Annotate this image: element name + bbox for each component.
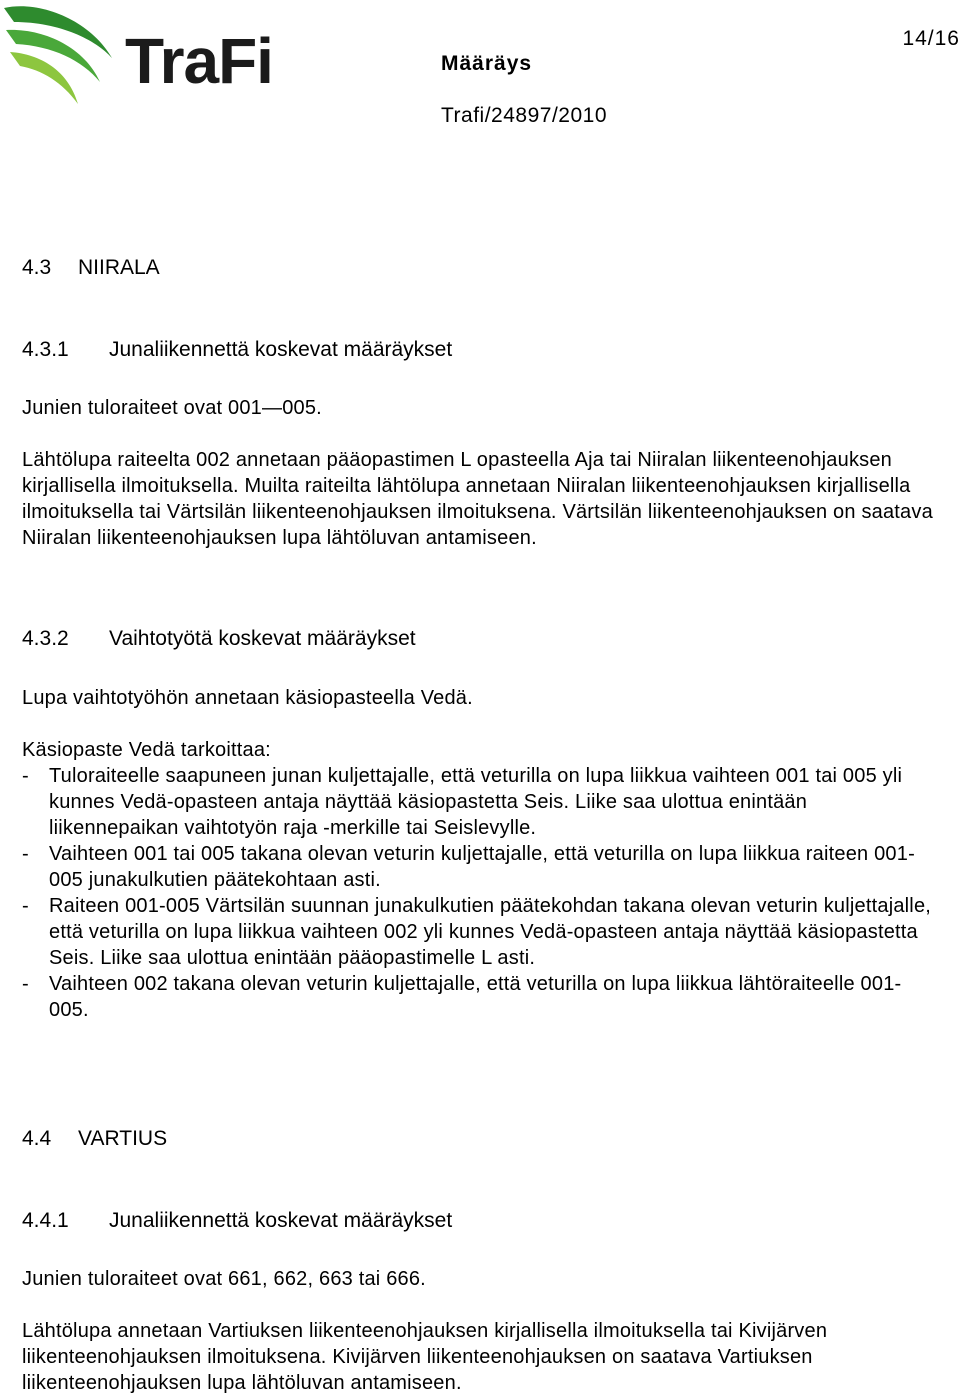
paragraph-text: Lähtölupa annetaan Vartiuksen liikenteenohjauksen kirjallisella ilmoituksella tai Kivijärven liikenteenohjauksen ilmoituksena. Kivijärven liikenteenohjauksen on saatava Vartiuksen liikenteenohjauksen lupa lähtöluvan antamiseen. — [22, 1320, 828, 1394]
list-item — [22, 763, 940, 841]
section-number: 4.4 — [22, 1127, 52, 1150]
paragraph — [22, 1318, 940, 1396]
list-intro: Käsiopaste Vedä tarkoittaa: — [22, 739, 271, 761]
paragraph — [22, 1266, 940, 1292]
signal-meaning-list — [22, 763, 940, 1023]
list-item-text: Raiteen 001-005 Värtsilän suunnan junakulkutien päätekohdan takana olevan veturin kuljettajalle, että veturilla on lupa liikkua vaihteen 002 yli kunnes Vedä-opasteen antaja näyttää käsiopastetta Seis. Liike saa ulottua enintään pääopastimelle L asti. — [49, 895, 932, 969]
trafi-logo — [0, 0, 273, 120]
subsection-title: Vaihtotyötä koskevat määräykset — [109, 627, 416, 650]
list-dash: - — [22, 765, 29, 787]
paragraph-text: Lupa vaihtotyöhön annetaan käsiopasteella Vedä. — [22, 687, 473, 709]
subsection-number: 4.4.1 — [22, 1209, 69, 1232]
section-title: NIIRALA — [78, 256, 160, 279]
subsection-heading-4-3-2 — [22, 627, 416, 651]
list-dash: - — [22, 895, 29, 917]
document-number: Trafi/24897/2010 — [441, 104, 608, 127]
trafi-logo-text: TraFi — [125, 25, 273, 97]
list-item-text: Tuloraiteelle saapuneen junan kuljettajalle, että veturilla on lupa liikkua vaihteen 001 tai 005 yli kunnes Vedä-opasteen antaja näyttää käsiopastetta Seis. Liike saa ulottua enintään liikennepaikan vaihtotyön raja -merkille tai Seislevylle. — [49, 765, 903, 839]
list-dash: - — [22, 973, 29, 995]
list-item — [22, 893, 940, 971]
page-number: 14/16 — [902, 27, 960, 50]
document-type: Määräys — [441, 52, 533, 75]
section-number: 4.3 — [22, 256, 52, 279]
section-heading-vartius — [22, 1127, 167, 1151]
list-item — [22, 841, 940, 893]
subsection-heading-4-4-1 — [22, 1209, 452, 1233]
paragraph-text: Lähtölupa raiteelta 002 annetaan pääopastimen L opasteella Aja tai Niiralan liikenteenohjauksen kirjallisella ilmoituksella. Muilta raiteilta lähtölupa annetaan Niiralan liikenteenohjauksen kirjallisella ilmoituksella tai Värtsilän liikenteenohjauksen ilmoituksena. Värtsilän liikenteenohjauksen on saatava Niiralan liikenteenohjauksen lupa lähtöluvan antamiseen. — [22, 449, 933, 549]
subsection-number: 4.3.1 — [22, 338, 69, 361]
paragraph-text: Junien tuloraiteet ovat 661, 662, 663 tai 666. — [22, 1268, 426, 1290]
list-item-text: Vaihteen 001 tai 005 takana olevan veturin kuljettajalle, että veturilla on lupa liikkua raiteen 001-005 junakulkutien päätekohtaan asti. — [49, 843, 915, 891]
trafi-logo-swoosh-icon — [0, 0, 130, 120]
list-item — [22, 971, 940, 1023]
list-dash: - — [22, 843, 29, 865]
paragraph — [22, 685, 940, 711]
list-item-text: Vaihteen 002 takana olevan veturin kuljettajalle, että veturilla on lupa liikkua lähtöraiteelle 001-005. — [49, 973, 902, 1021]
subsection-heading-4-3-1 — [22, 338, 452, 362]
signal-meaning-block — [22, 737, 940, 1023]
subsection-title: Junaliikennettä koskevat määräykset — [109, 1209, 453, 1232]
subsection-number: 4.3.2 — [22, 627, 69, 650]
section-title: VARTIUS — [78, 1127, 168, 1150]
paragraph-text: Junien tuloraiteet ovat 001—005. — [22, 397, 322, 419]
section-heading-niirala — [22, 256, 160, 280]
subsection-title: Junaliikennettä koskevat määräykset — [109, 338, 453, 361]
paragraph — [22, 447, 940, 551]
paragraph — [22, 395, 940, 421]
